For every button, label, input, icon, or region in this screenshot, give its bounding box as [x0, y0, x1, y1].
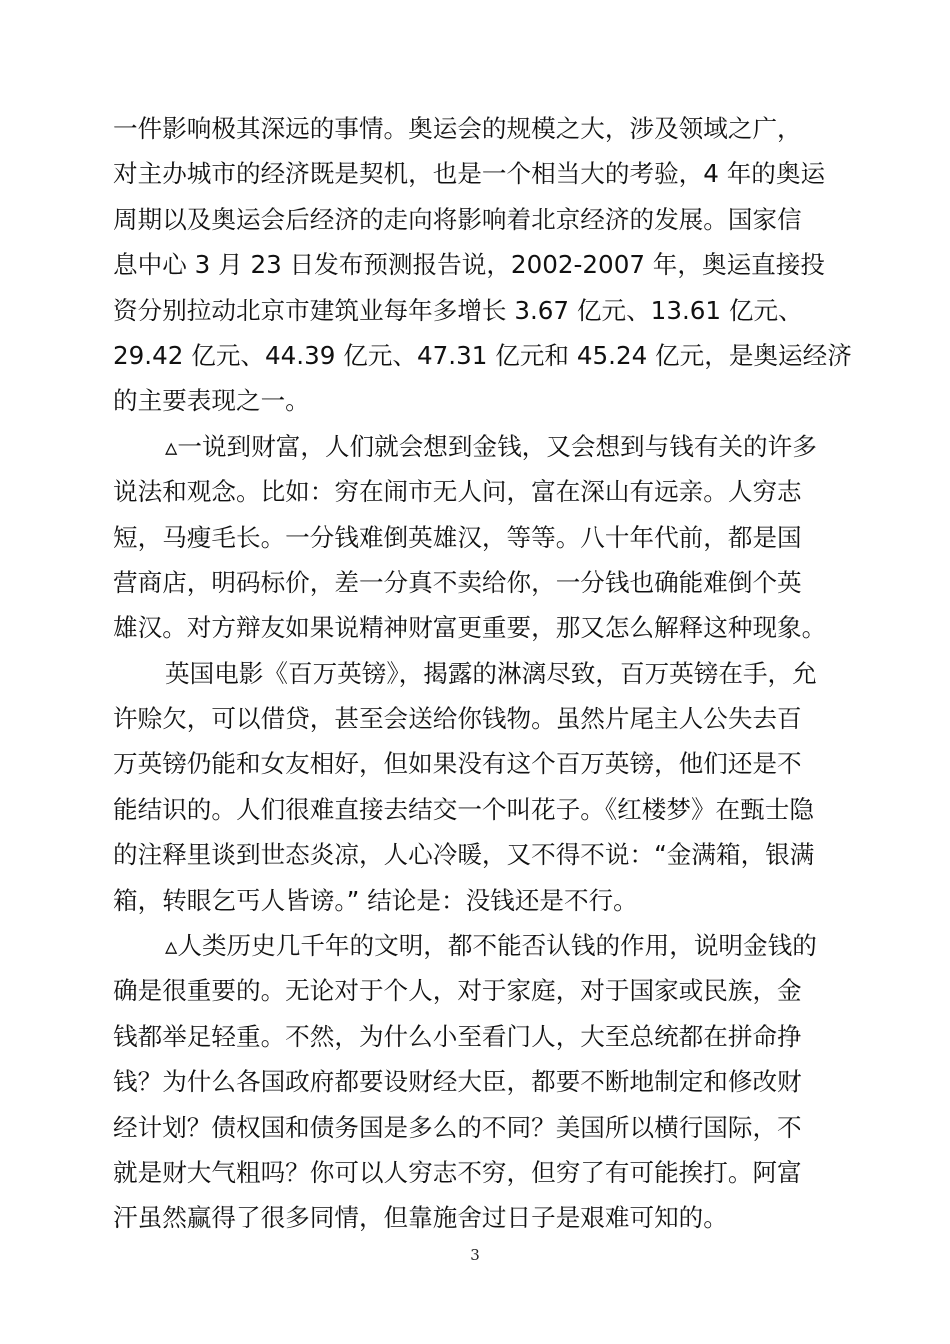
text-line: 营商店，明码标价，差一分真不卖给你，一分钱也确能难倒个英 [113, 567, 802, 597]
text-line: ▵一说到财富，人们就会想到金钱，又会想到与钱有关的许多 [165, 431, 817, 461]
text-line: 钱？为什么各国政府都要设财经大臣，都要不断地制定和修改财 [113, 1067, 802, 1097]
text-line: 许赊欠，可以借贷，甚至会送给你钱物。虽然片尾主人公失去百 [113, 704, 802, 734]
text-line: 钱都举足轻重。不然，为什么小至看门人，大至总统都在拼命挣 [113, 1021, 802, 1051]
text-line: 经计划？债权国和债务国是多么的不同？美国所以横行国际，不 [113, 1112, 802, 1142]
text-line: 箱，转眼乞丐人皆谤。” 结论是：没钱还是不行。 [113, 885, 638, 915]
page-number: 3 [470, 1246, 480, 1264]
text-line: 资分别拉动北京市建筑业每年多增长 3.67 亿元、13.61 亿元、 [113, 295, 803, 325]
text-line: 说法和观念。比如：穷在闹市无人问，富在深山有远亲。人穷志 [113, 477, 802, 507]
paragraph [113, 923, 843, 1241]
text-line: 周期以及奥运会后经济的走向将影响着北京经济的发展。国家信 [113, 204, 802, 234]
text-line: 息中心 3 月 23 日发布预测报告说，2002-2007 年，奥运直接投 [113, 250, 825, 280]
text-line: 的主要表现之一。 [113, 386, 310, 416]
text-line: 29.42 亿元、44.39 亿元、47.31 亿元和 45.24 亿元，是奥运经济 [113, 340, 852, 370]
text-line: 英国电影《百万英镑》，揭露的淋漓尽致，百万英镑在手，允 [165, 658, 817, 688]
body-text [113, 106, 852, 1241]
text-line: ▵人类历史几千年的文明，都不能否认钱的作用，说明金钱的 [165, 931, 817, 961]
paragraph [113, 424, 843, 651]
text-line: 就是财大气粗吗？你可以人穷志不穷，但穷了有可能挨打。阿富 [113, 1157, 802, 1187]
text-line: 一件影响极其深远的事情。奥运会的规模之大，涉及领域之广， [113, 114, 802, 143]
text-line: 对主办城市的经济既是契机，也是一个相当大的考验，4 年的奥运 [113, 159, 826, 189]
text-line: 的注释里谈到世态炎凉，人心冷暖，又不得不说：“金满箱，银满 [113, 840, 815, 870]
paragraph [113, 106, 852, 424]
text-line: 汗虽然赢得了很多同情，但靠施舍过日子是艰难可知的。 [113, 1203, 728, 1233]
paragraph [113, 651, 843, 923]
text-line: 短，马瘦毛长。一分钱难倒英雄汉，等等。八十年代前，都是国 [113, 522, 802, 552]
text-line: 雄汉。对方辩友如果说精神财富更重要，那又怎么解释这种现象。 [113, 613, 827, 643]
text-line: 确是很重要的。无论对于个人，对于家庭，对于国家或民族，金 [113, 976, 802, 1006]
text-line: 能结识的。人们很难直接去结交一个叫花子。《红楼梦》在甄士隐 [113, 794, 814, 824]
text-line: 万英镑仍能和女友相好，但如果没有这个百万英镑，他们还是不 [113, 749, 802, 779]
